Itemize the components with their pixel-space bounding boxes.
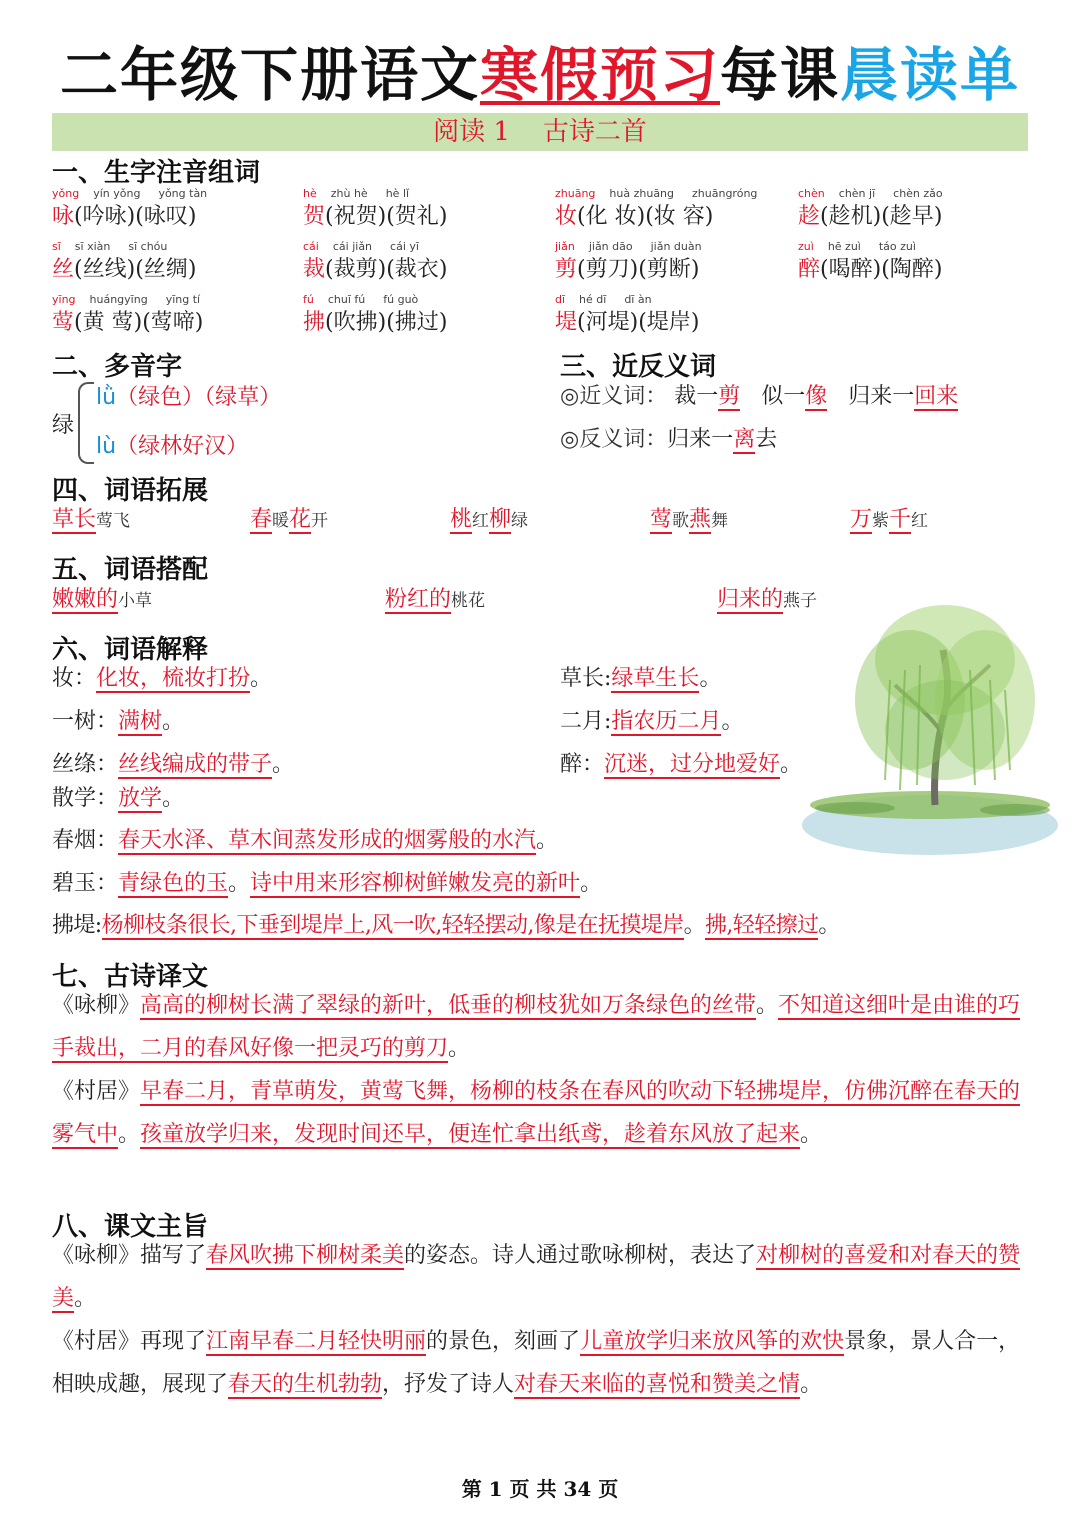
- word2-pinyin: fú guò: [383, 293, 419, 306]
- char-pinyin: dī: [555, 293, 566, 306]
- explain-caozhang: [560, 664, 721, 694]
- theme-text: 的景色，刻画了: [426, 1329, 581, 1354]
- char-entry: [303, 239, 543, 285]
- poem-title: 《咏柳》: [52, 993, 141, 1018]
- explain-value: 青绿色的玉: [118, 871, 229, 896]
- word-line: 拂(吹拂)(拂过): [303, 310, 448, 335]
- char-entry: [52, 186, 292, 232]
- word2-pinyin: táo zuì: [878, 240, 916, 253]
- explain-key: 一树：: [52, 709, 119, 734]
- expand-red: 桃: [450, 507, 473, 532]
- pinyin-line: [798, 186, 1038, 202]
- word1-pinyin: huángyīng: [89, 293, 148, 306]
- theme-text: 的姿态。诗人通过歌咏柳树，表达了: [404, 1243, 757, 1268]
- word1: 喝醉: [828, 257, 873, 282]
- word1: 祝贺: [333, 204, 378, 229]
- expand-red: 草长: [52, 507, 97, 532]
- translation-punct: 。: [118, 1122, 141, 1147]
- synonym-a: 归来一: [848, 384, 915, 409]
- match-black: 桃花: [451, 591, 486, 611]
- word2-pinyin: cái yī: [390, 240, 419, 253]
- word2-pinyin: sī chóu: [128, 240, 168, 253]
- translation-text: 不知道这细叶是由谁的巧手裁出，二月的春风好像一把灵巧的剪刀: [52, 993, 1021, 1061]
- explain-value: 指农历二月: [611, 709, 722, 734]
- word-line: 妆(化 妆)(妆 容): [555, 204, 714, 229]
- word2: 堤岸: [646, 310, 691, 335]
- pinyin-line: [303, 186, 543, 202]
- title-part-1: 二年级下册语文: [59, 41, 480, 109]
- translation-punct: 。: [756, 993, 779, 1018]
- match-black: 燕子: [783, 591, 818, 611]
- page-title: [0, 28, 1080, 112]
- word1: 吟咏: [82, 204, 127, 229]
- match-red: 嫩嫩的: [52, 587, 119, 612]
- polyphone-pinyin-1: lǜ: [96, 385, 117, 410]
- explain-punct: 。: [228, 871, 251, 896]
- char-entry: [555, 186, 795, 232]
- pinyin-line: [52, 239, 292, 255]
- char: 裁: [303, 257, 326, 282]
- expand-item: [52, 505, 130, 536]
- word2: 丝绸: [143, 257, 188, 282]
- explain-zhuang: [52, 664, 272, 694]
- explain-punct: 。: [250, 666, 273, 691]
- pinyin-line: [52, 292, 292, 308]
- section-6-heading: 六、词语解释: [52, 635, 209, 665]
- section-7-heading: 七、古诗译文: [52, 962, 209, 992]
- explain-value: 杨柳枝条很长,下垂到堤岸上,风一吹,轻轻摆动,像是在抚摸堤岸: [101, 913, 684, 938]
- word2-pinyin: dī àn: [624, 293, 652, 306]
- synonym-b: 回来: [914, 384, 959, 409]
- polyphone-char: 绿: [52, 413, 75, 438]
- pinyin-line: [303, 239, 543, 255]
- match-item: [385, 585, 485, 616]
- explain-punct: 。: [536, 828, 559, 853]
- expand-black: 红: [472, 511, 490, 531]
- word2: 裁衣: [394, 257, 439, 282]
- poem-title: 《咏柳》: [52, 1243, 141, 1268]
- explain-chunyan: [52, 826, 558, 856]
- char-pinyin: jiǎn: [555, 240, 575, 253]
- word2: 妆 容: [653, 204, 705, 229]
- poem-title: 《村居》: [52, 1329, 141, 1354]
- title-part-3: 每课: [720, 41, 841, 109]
- section-4-heading: 四、词语拓展: [52, 476, 209, 506]
- explain-value: 诗中用来形容柳树鲜嫩发亮的新叶: [250, 871, 581, 896]
- explain-punct: 。: [580, 871, 603, 896]
- explain-punct: 。: [699, 666, 722, 691]
- explain-punct: 。: [162, 786, 185, 811]
- theme-text: ，抒发了诗人: [382, 1372, 515, 1397]
- word1: 吹拂: [333, 310, 378, 335]
- word-line: 裁(裁剪)(裁衣): [303, 257, 448, 282]
- translation-text: 孩童放学归来，发现时间还早，便连忙拿出纸鸢，趁着东风放了起来: [140, 1122, 801, 1147]
- theme-text: 。: [800, 1372, 823, 1397]
- char-pinyin: zuì: [798, 240, 814, 253]
- explain-fudi: [52, 911, 840, 941]
- translation-cunju: [52, 1070, 1030, 1156]
- synonym-a: 裁一: [674, 384, 719, 409]
- char: 醉: [798, 257, 821, 282]
- explain-punct: 。: [780, 752, 803, 777]
- word1-pinyin: chèn jī: [838, 187, 876, 200]
- char-pinyin: fú: [303, 293, 314, 306]
- word2: 咏叹: [143, 204, 188, 229]
- polyphone-words-2: （绿林好汉）: [116, 434, 249, 459]
- char-entry: [555, 292, 795, 338]
- char: 堤: [555, 310, 578, 335]
- theme-text: 描写了: [140, 1243, 207, 1268]
- word1-pinyin: hé dī: [579, 293, 607, 306]
- expand-red: 花: [289, 507, 312, 532]
- match-red: 粉红的: [385, 587, 452, 612]
- word1: 黄 莺: [82, 310, 134, 335]
- brace-icon: [78, 382, 94, 464]
- word1-pinyin: jiǎn dāo: [588, 240, 633, 253]
- explain-value: 春天水泽、草木间蒸发形成的烟雾般的水汽: [118, 828, 537, 853]
- match-red: 归来的: [717, 587, 784, 612]
- pinyin-line: [52, 186, 292, 202]
- expand-black: 莺飞: [96, 511, 131, 531]
- word2: 趁早: [889, 204, 934, 229]
- char-entry: [798, 239, 1038, 285]
- word1: 化 妆: [585, 204, 637, 229]
- antonym-a: 归来一: [667, 427, 734, 452]
- theme-text: 景象，景人合一，相映成趣，展现了: [52, 1329, 1021, 1397]
- word1-pinyin: yín yǒng: [93, 187, 141, 200]
- word-line: 堤(河堤)(堤岸): [555, 310, 700, 335]
- explain-sanxue: [52, 784, 184, 814]
- theme-text: 。: [74, 1286, 97, 1311]
- title-part-4: 晨读单: [840, 41, 1021, 109]
- word2: 拂过: [394, 310, 439, 335]
- char: 贺: [303, 204, 326, 229]
- polyphone-row-1: [96, 383, 281, 413]
- char-pinyin: hè: [303, 187, 317, 200]
- expand-item: [250, 505, 328, 536]
- expand-item: [450, 505, 528, 536]
- char-pinyin: sī: [52, 240, 61, 253]
- word1: 河堤: [585, 310, 630, 335]
- explain-punct: 。: [272, 752, 295, 777]
- word-line: 趁(趁机)(趁早): [798, 204, 943, 229]
- word2-pinyin: jiǎn duàn: [650, 240, 702, 253]
- explain-value: 丝线编成的带子: [118, 752, 273, 777]
- antonym-c: 去: [755, 427, 778, 452]
- word2-pinyin: hè lǐ: [385, 187, 410, 200]
- section-5-heading: 五、词语搭配: [52, 555, 209, 585]
- translation-text: 高高的柳树长满了翠绿的新叶，低垂的柳枝犹如万条绿色的丝带: [140, 993, 757, 1018]
- char: 咏: [52, 204, 75, 229]
- explain-value: 拂,轻轻擦过: [705, 913, 819, 938]
- char-pinyin: zhuāng: [555, 187, 596, 200]
- explain-eryue: [560, 707, 743, 737]
- antonym-line: [560, 425, 777, 455]
- expand-red: 春: [250, 507, 273, 532]
- theme-key: 对春天来临的喜悦和赞美之情: [514, 1372, 801, 1397]
- explain-value: 绿草生长: [611, 666, 700, 691]
- word1-pinyin: hē zuì: [827, 240, 861, 253]
- explain-value: 满树: [118, 709, 163, 734]
- char-entry: [52, 292, 292, 338]
- willow-tree-illustration: [795, 590, 1060, 860]
- explain-biyu: [52, 869, 602, 899]
- char: 莺: [52, 310, 75, 335]
- match-black: 小草: [118, 591, 153, 611]
- char-pinyin: yīng: [52, 293, 76, 306]
- explain-punct: 。: [162, 709, 185, 734]
- explain-punct: 。: [818, 913, 840, 938]
- translation-punct: 。: [800, 1122, 823, 1147]
- char-entry: [52, 239, 292, 285]
- section-3-heading: 三、近反义词: [560, 352, 717, 382]
- word-line: 醉(喝醉)(陶醉): [798, 257, 943, 282]
- explain-value: 放学: [118, 786, 163, 811]
- explain-punct: 。: [683, 913, 706, 938]
- explain-value: 沉迷，过分地爱好: [604, 752, 781, 777]
- word1-pinyin: cái jiǎn: [332, 240, 373, 253]
- synonym-line: [560, 382, 958, 412]
- theme-key: 江南早春二月轻快明丽: [206, 1329, 427, 1354]
- expand-black: 红: [911, 511, 929, 531]
- expand-black: 舞: [711, 511, 729, 531]
- word-line: 莺(黄 莺)(莺啼): [52, 310, 204, 335]
- theme-text: 再现了: [140, 1329, 207, 1354]
- title-part-2: 寒假预习: [479, 41, 720, 109]
- page-footer: 第 1 页 共 34 页: [461, 1477, 619, 1501]
- word-line: 丝(丝线)(丝绸): [52, 257, 197, 282]
- char-entry: [555, 239, 795, 285]
- explain-value: 化妆，梳妆打扮: [96, 666, 251, 691]
- char: 丝: [52, 257, 75, 282]
- explain-key: 妆：: [52, 666, 97, 691]
- word1: 裁剪: [333, 257, 378, 282]
- word1: 趁机: [828, 204, 873, 229]
- word2-pinyin: yǒng tàn: [158, 187, 208, 200]
- synonym-b: 剪: [718, 384, 741, 409]
- translation-text: 早春二月，青草萌发，黄莺飞舞，杨柳的枝条在春风的吹动下轻拂堤岸，仿佛沉醉在春天的雾气中: [52, 1079, 1021, 1147]
- word-line: 咏(吟咏)(咏叹): [52, 204, 197, 229]
- explain-key: 拂堤:: [52, 913, 102, 938]
- char-entry: [303, 292, 543, 338]
- explain-punct: 。: [721, 709, 744, 734]
- expand-red: 千: [889, 507, 912, 532]
- word2-pinyin: yīng tí: [165, 293, 201, 306]
- char: 拂: [303, 310, 326, 335]
- char-pinyin: chèn: [798, 187, 825, 200]
- explain-key: 春烟：: [52, 828, 119, 853]
- theme-key: 春天的生机勃勃: [228, 1372, 383, 1397]
- theme-key: 儿童放学归来放风筝的欢快: [580, 1329, 845, 1354]
- word1-pinyin: sī xiàn: [74, 240, 111, 253]
- expand-item: [650, 505, 728, 536]
- expand-black: 绿: [511, 511, 529, 531]
- word1-pinyin: chuī fú: [327, 293, 366, 306]
- polyphone-row-2: [96, 432, 248, 462]
- match-item: [52, 585, 152, 616]
- expand-black: 紫: [872, 511, 890, 531]
- section-2-heading: 二、多音字: [52, 352, 183, 382]
- word-line: 贺(祝贺)(贺礼): [303, 204, 448, 229]
- char: 趁: [798, 204, 821, 229]
- word2: 陶醉: [889, 257, 934, 282]
- polyphone-words-1: （绿色）（绿草）: [116, 385, 282, 410]
- pinyin-line: [555, 186, 795, 202]
- synonym-label: ◎近义词：: [560, 384, 668, 409]
- explain-yishu: [52, 707, 184, 737]
- word1: 剪刀: [585, 257, 630, 282]
- expand-black: 暖: [272, 511, 290, 531]
- word2-pinyin: zhuāngróng: [692, 187, 758, 200]
- antonym-b: 离: [733, 427, 756, 452]
- antonym-label: ◎反义词：: [560, 427, 668, 452]
- translation-punct: 。: [448, 1036, 471, 1061]
- theme-cunju: [52, 1320, 1030, 1406]
- expand-black: 歌: [672, 511, 690, 531]
- char-entry: [303, 186, 543, 232]
- explain-key: 醉：: [560, 752, 605, 777]
- expand-red: 柳: [489, 507, 512, 532]
- theme-yongliu: [52, 1234, 1030, 1320]
- char: 妆: [555, 204, 578, 229]
- word1-pinyin: zhù hè: [330, 187, 368, 200]
- section-1-heading: 一、生字注音组词: [52, 158, 261, 188]
- word2: 贺礼: [394, 204, 439, 229]
- explain-key: 丝绦：: [52, 752, 119, 777]
- pinyin-line: [303, 292, 543, 308]
- expand-black: 开: [311, 511, 329, 531]
- polyphone-pinyin-2: lù: [96, 434, 117, 459]
- section-8-heading: 八、课文主旨: [52, 1212, 209, 1242]
- explain-key: 草长:: [560, 666, 612, 691]
- theme-key: 对柳树的喜爱和对春天的赞美: [52, 1243, 1021, 1311]
- explain-sitao: [52, 750, 294, 780]
- explain-key: 碧玉：: [52, 871, 119, 896]
- char-pinyin: yǒng: [52, 187, 80, 200]
- word-line: 剪(剪刀)(剪断): [555, 257, 700, 282]
- word2: 剪断: [646, 257, 691, 282]
- translation-yongliu: [52, 984, 1030, 1070]
- explain-key: 散学：: [52, 786, 119, 811]
- theme-key: 春风吹拂下柳树柔美: [206, 1243, 405, 1268]
- pinyin-line: [798, 239, 1038, 255]
- expand-red: 万: [850, 507, 873, 532]
- word1-pinyin: huà zhuāng: [609, 187, 675, 200]
- word2: 莺啼: [150, 310, 195, 335]
- pinyin-line: [555, 292, 795, 308]
- synonym-b: 像: [805, 384, 828, 409]
- expand-item: [850, 505, 928, 536]
- expand-red: 莺: [650, 507, 673, 532]
- pinyin-line: [555, 239, 795, 255]
- char-entry: [798, 186, 1038, 232]
- word2-pinyin: chèn zǎo: [893, 187, 943, 200]
- synonym-a: 似一: [761, 384, 806, 409]
- explain-zui: [560, 750, 802, 780]
- explain-key: 二月:: [560, 709, 612, 734]
- char-pinyin: cái: [303, 240, 319, 253]
- word1: 丝线: [82, 257, 127, 282]
- lesson-banner: 阅读 1 古诗二首: [52, 113, 1028, 151]
- expand-red: 燕: [689, 507, 712, 532]
- poem-title: 《村居》: [52, 1079, 141, 1104]
- char: 剪: [555, 257, 578, 282]
